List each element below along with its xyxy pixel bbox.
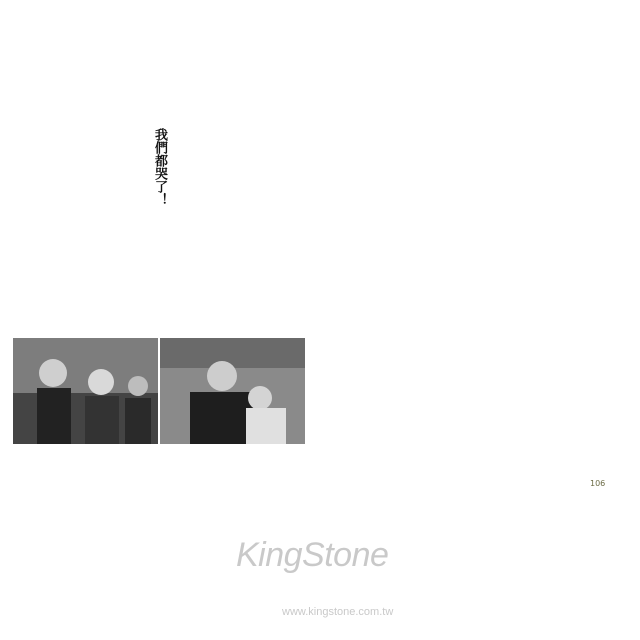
photo-image	[160, 338, 305, 444]
section-heading: 我們都哭了！	[152, 128, 167, 206]
photo-image	[13, 338, 158, 444]
photo-crying-team	[13, 338, 158, 444]
body-text-left-bottom	[68, 128, 188, 302]
watermark-url: www.kingstone.com.tw	[282, 606, 394, 618]
watermark-logo: KingStone	[236, 536, 389, 574]
body-text-right	[346, 128, 618, 472]
body-text-left-top	[190, 128, 340, 302]
page-number: 106	[590, 479, 606, 488]
photo-hugging-players	[160, 338, 305, 444]
